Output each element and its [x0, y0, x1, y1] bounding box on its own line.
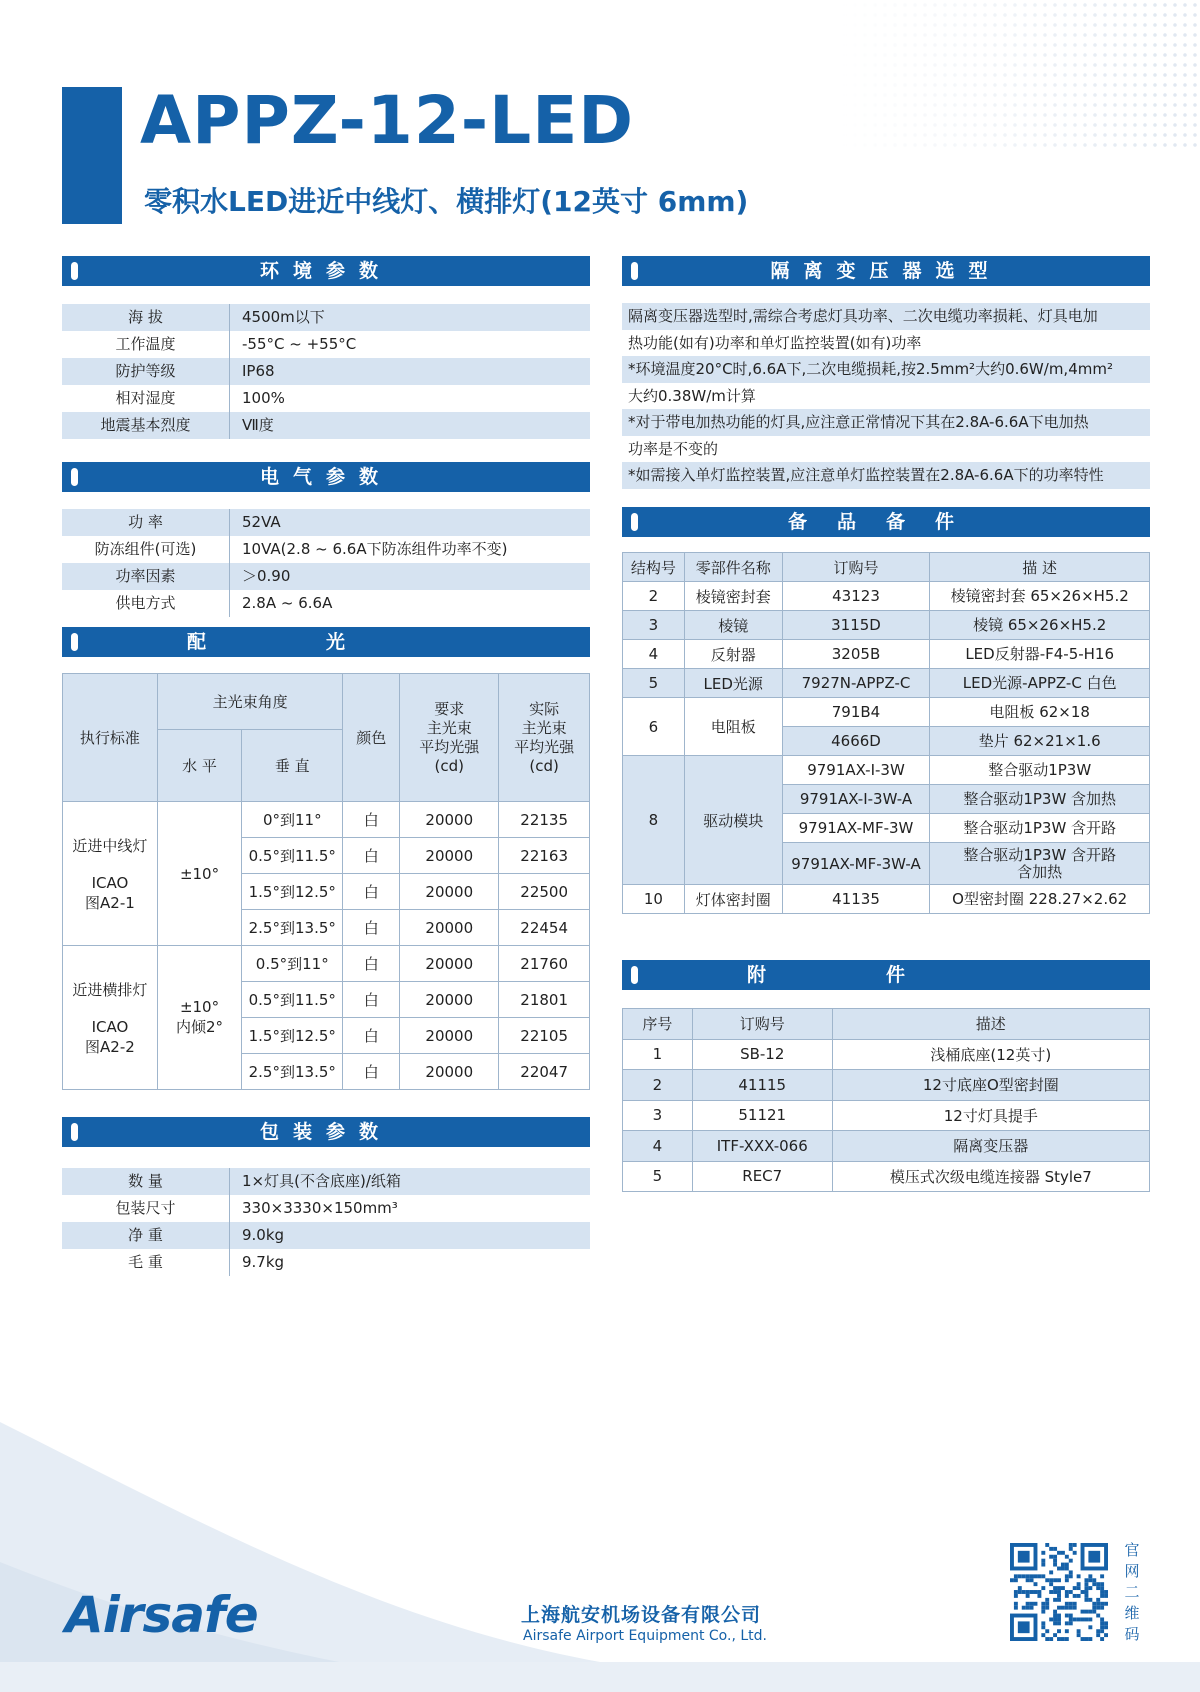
- spares-row: [623, 640, 1150, 669]
- light-horizontal-cell: ±10°: [157, 802, 241, 946]
- accessories-cell: REC7: [692, 1161, 832, 1192]
- header-horizontal: 水 平: [157, 730, 241, 802]
- accessories-cell: 12寸底座O型密封圈: [832, 1070, 1149, 1101]
- product-subtitle: 零积水LED进近中线灯、横排灯(12英寸 6mm): [144, 185, 749, 218]
- light-row: [63, 946, 590, 982]
- light-vertical-cell: 0.5°到11.5°: [242, 982, 343, 1018]
- transformer-note-line: *环境温度20°C时,6.6A下,二次电缆损耗,按2.5mm²大约0.6W/m,4mm²: [622, 356, 1150, 383]
- spares-code-cell: 4666D: [782, 727, 930, 756]
- section-transformer-header: 隔离变压器选型: [622, 256, 1150, 286]
- light-required-cell: 20000: [400, 1054, 499, 1090]
- env-label: 地震基本烈度: [62, 412, 230, 439]
- header-required-intensity: 要求 主光束 平均光强 (cd): [400, 674, 499, 802]
- light-vertical-cell: 2.5°到13.5°: [242, 910, 343, 946]
- pack-value: 9.0kg: [242, 1226, 285, 1244]
- spares-desc-cell: 整合驱动1P3W 含开路: [930, 814, 1150, 843]
- light-required-cell: 20000: [400, 1018, 499, 1054]
- spares-code-cell: 9791AX-I-3W-A: [782, 785, 930, 814]
- light-required-cell: 20000: [400, 946, 499, 982]
- spares-table: [622, 552, 1150, 914]
- accessories-row: [623, 1039, 1150, 1070]
- env-label: 相对湿度: [62, 385, 230, 412]
- spares-row: [623, 756, 1150, 785]
- env-value: IP68: [242, 362, 275, 380]
- accessories-cell: 4: [623, 1131, 693, 1162]
- spares-name-cell: 电阻板: [684, 698, 782, 756]
- pack-row: [62, 1222, 590, 1249]
- light-required-cell: 20000: [400, 982, 499, 1018]
- accessories-cell: SB-12: [692, 1039, 832, 1070]
- light-color-cell: 白: [343, 982, 400, 1018]
- header-actual-intensity: 实际 主光束 平均光强 (cd): [499, 674, 590, 802]
- spares-no-cell: 2: [623, 582, 685, 611]
- spares-no-cell: 4: [623, 640, 685, 669]
- spares-name-cell: 反射器: [684, 640, 782, 669]
- accessories-table: [622, 1008, 1150, 1192]
- elec-label: 功 率: [62, 509, 230, 536]
- transformer-note-line: 功率是不变的: [628, 439, 719, 458]
- light-vertical-cell: 1.5°到12.5°: [242, 1018, 343, 1054]
- pack-value: 1×灯具(不含底座)/纸箱: [242, 1172, 401, 1190]
- spares-code-cell: 9791AX-MF-3W: [782, 814, 930, 843]
- light-actual-cell: 21760: [499, 946, 590, 982]
- pack-row: [62, 1168, 590, 1195]
- accessories-cell: 12寸灯具提手: [832, 1100, 1149, 1131]
- env-row: [62, 331, 590, 358]
- light-color-cell: 白: [343, 802, 400, 838]
- env-value: -55°C ~ +55°C: [242, 335, 357, 353]
- spares-row: [623, 885, 1150, 914]
- pack-row: [62, 1249, 590, 1276]
- env-row: [62, 304, 590, 331]
- env-row: [62, 412, 590, 439]
- accessories-header-cell: 描述: [832, 1009, 1149, 1040]
- light-actual-cell: 22454: [499, 910, 590, 946]
- spares-desc-cell: 棱镜密封套 65×26×H5.2: [930, 582, 1150, 611]
- light-color-cell: 白: [343, 1018, 400, 1054]
- spares-code-cell: 3115D: [782, 611, 930, 640]
- spares-name-cell: 棱镜: [684, 611, 782, 640]
- light-color-cell: 白: [343, 946, 400, 982]
- product-model-title: APPZ-12-LED: [140, 82, 635, 159]
- light-required-cell: 20000: [400, 910, 499, 946]
- light-vertical-cell: 0°到11°: [242, 802, 343, 838]
- decorative-dot-pattern: [820, 0, 1200, 150]
- spares-desc-cell: LED反射器-F4-5-H16: [930, 640, 1150, 669]
- spares-row: [623, 611, 1150, 640]
- env-value: Ⅶ度: [242, 416, 274, 434]
- accessories-cell: 1: [623, 1039, 693, 1070]
- light-actual-cell: 22047: [499, 1054, 590, 1090]
- company-name-en: Airsafe Airport Equipment Co., Ltd.: [523, 1628, 767, 1644]
- light-required-cell: 20000: [400, 838, 499, 874]
- section-spares-header: 备品备件: [622, 507, 1150, 537]
- light-color-cell: 白: [343, 1054, 400, 1090]
- spares-row: [623, 669, 1150, 698]
- accessories-row: [623, 1100, 1150, 1131]
- light-color-cell: 白: [343, 874, 400, 910]
- transformer-note-line: 隔离变压器选型时,需综合考虑灯具功率、二次电缆功率损耗、灯具电加: [622, 303, 1150, 330]
- spares-code-cell: 3205B: [782, 640, 930, 669]
- spares-desc-cell: 垫片 62×21×1.6: [930, 727, 1150, 756]
- accessories-row: [623, 1070, 1150, 1101]
- spares-desc-cell: 棱镜 65×26×H5.2: [930, 611, 1150, 640]
- pack-label: 净 重: [62, 1222, 230, 1249]
- elec-row: [62, 536, 590, 563]
- transformer-note-line: *如需接入单灯监控装置,应注意单灯监控装置在2.8A-6.6A下的功率特性: [622, 462, 1150, 489]
- elec-row: [62, 563, 590, 590]
- spares-code-cell: 43123: [782, 582, 930, 611]
- accessories-cell: 2: [623, 1070, 693, 1101]
- env-params-table: [62, 304, 590, 439]
- pack-value: 330×3330×150mm³: [242, 1199, 398, 1217]
- spares-desc-cell: 整合驱动1P3W 含加热: [930, 785, 1150, 814]
- section-pack-header: 包装参数: [62, 1117, 590, 1147]
- elec-value: 2.8A ~ 6.6A: [242, 594, 333, 612]
- spares-row: [623, 698, 1150, 727]
- spares-name-cell: 驱动模块: [684, 756, 782, 885]
- accessories-cell: 浅桶底座(12英寸): [832, 1039, 1149, 1070]
- elec-value: ＞0.90: [242, 567, 291, 585]
- spares-code-cell: 9791AX-MF-3W-A: [782, 843, 930, 885]
- transformer-note-line: *对于带电加热功能的灯具,应注意正常情况下其在2.8A-6.6A下电加热: [622, 409, 1150, 436]
- light-vertical-cell: 0.5°到11°: [242, 946, 343, 982]
- accessories-header-cell: 序号: [623, 1009, 693, 1040]
- elec-row: [62, 509, 590, 536]
- header-standard: 执行标准: [63, 674, 158, 802]
- spares-no-cell: 3: [623, 611, 685, 640]
- company-name-cn: 上海航安机场设备有限公司: [521, 1604, 762, 1626]
- spares-header-cell: 描 述: [930, 553, 1150, 582]
- env-label: 防护等级: [62, 358, 230, 385]
- header-angle: 主光束角度: [157, 674, 342, 730]
- light-color-cell: 白: [343, 838, 400, 874]
- accessories-cell: 41115: [692, 1070, 832, 1101]
- env-value: 100%: [242, 389, 285, 407]
- light-vertical-cell: 1.5°到12.5°: [242, 874, 343, 910]
- accessories-cell: 隔离变压器: [832, 1131, 1149, 1162]
- spares-code-cell: 9791AX-I-3W: [782, 756, 930, 785]
- spares-desc-cell: 整合驱动1P3W: [930, 756, 1150, 785]
- spares-no-cell: 10: [623, 885, 685, 914]
- pack-value: 9.7kg: [242, 1253, 285, 1271]
- spares-no-cell: 5: [623, 669, 685, 698]
- light-color-cell: 白: [343, 910, 400, 946]
- light-distribution-table: [62, 673, 590, 1090]
- spares-desc-cell: LED光源-APPZ-C 白色: [930, 669, 1150, 698]
- elec-label: 供电方式: [62, 590, 230, 617]
- light-vertical-cell: 0.5°到11.5°: [242, 838, 343, 874]
- accessories-row: [623, 1131, 1150, 1162]
- spares-code-cell: 7927N-APPZ-C: [782, 669, 930, 698]
- qr-code-icon[interactable]: [1010, 1543, 1108, 1641]
- light-actual-cell: 21801: [499, 982, 590, 1018]
- elec-row: [62, 590, 590, 617]
- spares-no-cell: 6: [623, 698, 685, 756]
- spares-desc-cell: O型密封圈 228.27×2.62: [930, 885, 1150, 914]
- elec-label: 功率因素: [62, 563, 230, 590]
- spares-header-row: [623, 553, 1150, 582]
- light-required-cell: 20000: [400, 874, 499, 910]
- spares-name-cell: 棱镜密封套: [684, 582, 782, 611]
- spares-no-cell: 8: [623, 756, 685, 885]
- accessories-cell: ITF-XXX-066: [692, 1131, 832, 1162]
- elec-params-table: [62, 509, 590, 617]
- section-light-header: 配光: [62, 627, 590, 657]
- section-env-header: 环境参数: [62, 256, 590, 286]
- accessories-header-row: [623, 1009, 1150, 1040]
- header-color: 颜色: [343, 674, 400, 802]
- spares-code-cell: 791B4: [782, 698, 930, 727]
- spares-desc-cell: 整合驱动1P3W 含开路 含加热: [930, 843, 1150, 885]
- pack-label: 毛 重: [62, 1249, 230, 1276]
- spares-name-cell: LED光源: [684, 669, 782, 698]
- elec-label: 防冻组件(可选): [62, 536, 230, 563]
- accessories-row: [623, 1161, 1150, 1192]
- transformer-notes: [622, 303, 1150, 489]
- pack-label: 数 量: [62, 1168, 230, 1195]
- accessories-cell: 3: [623, 1100, 693, 1131]
- env-row: [62, 385, 590, 412]
- airsafe-logo: Airsafe: [65, 1586, 258, 1644]
- light-actual-cell: 22500: [499, 874, 590, 910]
- light-vertical-cell: 2.5°到13.5°: [242, 1054, 343, 1090]
- accessories-cell: 51121: [692, 1100, 832, 1131]
- title-accent-bar: [62, 87, 122, 224]
- spares-name-cell: 灯体密封圈: [684, 885, 782, 914]
- light-header-row: [63, 674, 590, 730]
- spares-desc-cell: 电阻板 62×18: [930, 698, 1150, 727]
- light-row: [63, 802, 590, 838]
- pack-label: 包装尺寸: [62, 1195, 230, 1222]
- section-elec-header: 电气参数: [62, 462, 590, 492]
- pack-row: [62, 1195, 590, 1222]
- light-actual-cell: 22105: [499, 1018, 590, 1054]
- elec-value: 52VA: [242, 513, 281, 531]
- spares-header-cell: 订购号: [782, 553, 930, 582]
- transformer-note-line: 大约0.38W/m计算: [628, 386, 756, 405]
- light-standard-cell: 近进中线灯 ICAO 图A2-1: [63, 802, 158, 946]
- light-standard-cell: 近进横排灯 ICAO 图A2-2: [63, 946, 158, 1090]
- env-label: 工作温度: [62, 331, 230, 358]
- spares-header-cell: 零部件名称: [684, 553, 782, 582]
- spares-code-cell: 41135: [782, 885, 930, 914]
- light-required-cell: 20000: [400, 802, 499, 838]
- accessories-header-cell: 订购号: [692, 1009, 832, 1040]
- pack-params-table: [62, 1168, 590, 1276]
- env-value: 4500m以下: [242, 308, 325, 326]
- elec-value: 10VA(2.8 ~ 6.6A下防冻组件功率不变): [242, 540, 508, 558]
- transformer-note-line: 热功能(如有)功率和单灯监控装置(如有)功率: [628, 333, 922, 352]
- accessories-cell: 5: [623, 1161, 693, 1192]
- light-horizontal-cell: ±10° 内倾2°: [157, 946, 241, 1090]
- header-vertical: 垂 直: [242, 730, 343, 802]
- section-accessories-header: 附件: [622, 960, 1150, 990]
- spares-row: [623, 582, 1150, 611]
- light-actual-cell: 22135: [499, 802, 590, 838]
- light-actual-cell: 22163: [499, 838, 590, 874]
- env-label: 海 拔: [62, 304, 230, 331]
- env-row: [62, 358, 590, 385]
- spares-header-cell: 结构号: [623, 553, 685, 582]
- accessories-cell: 模压式次级电缆连接器 Style7: [832, 1161, 1149, 1192]
- qr-label: 官网二维码: [1124, 1541, 1140, 1643]
